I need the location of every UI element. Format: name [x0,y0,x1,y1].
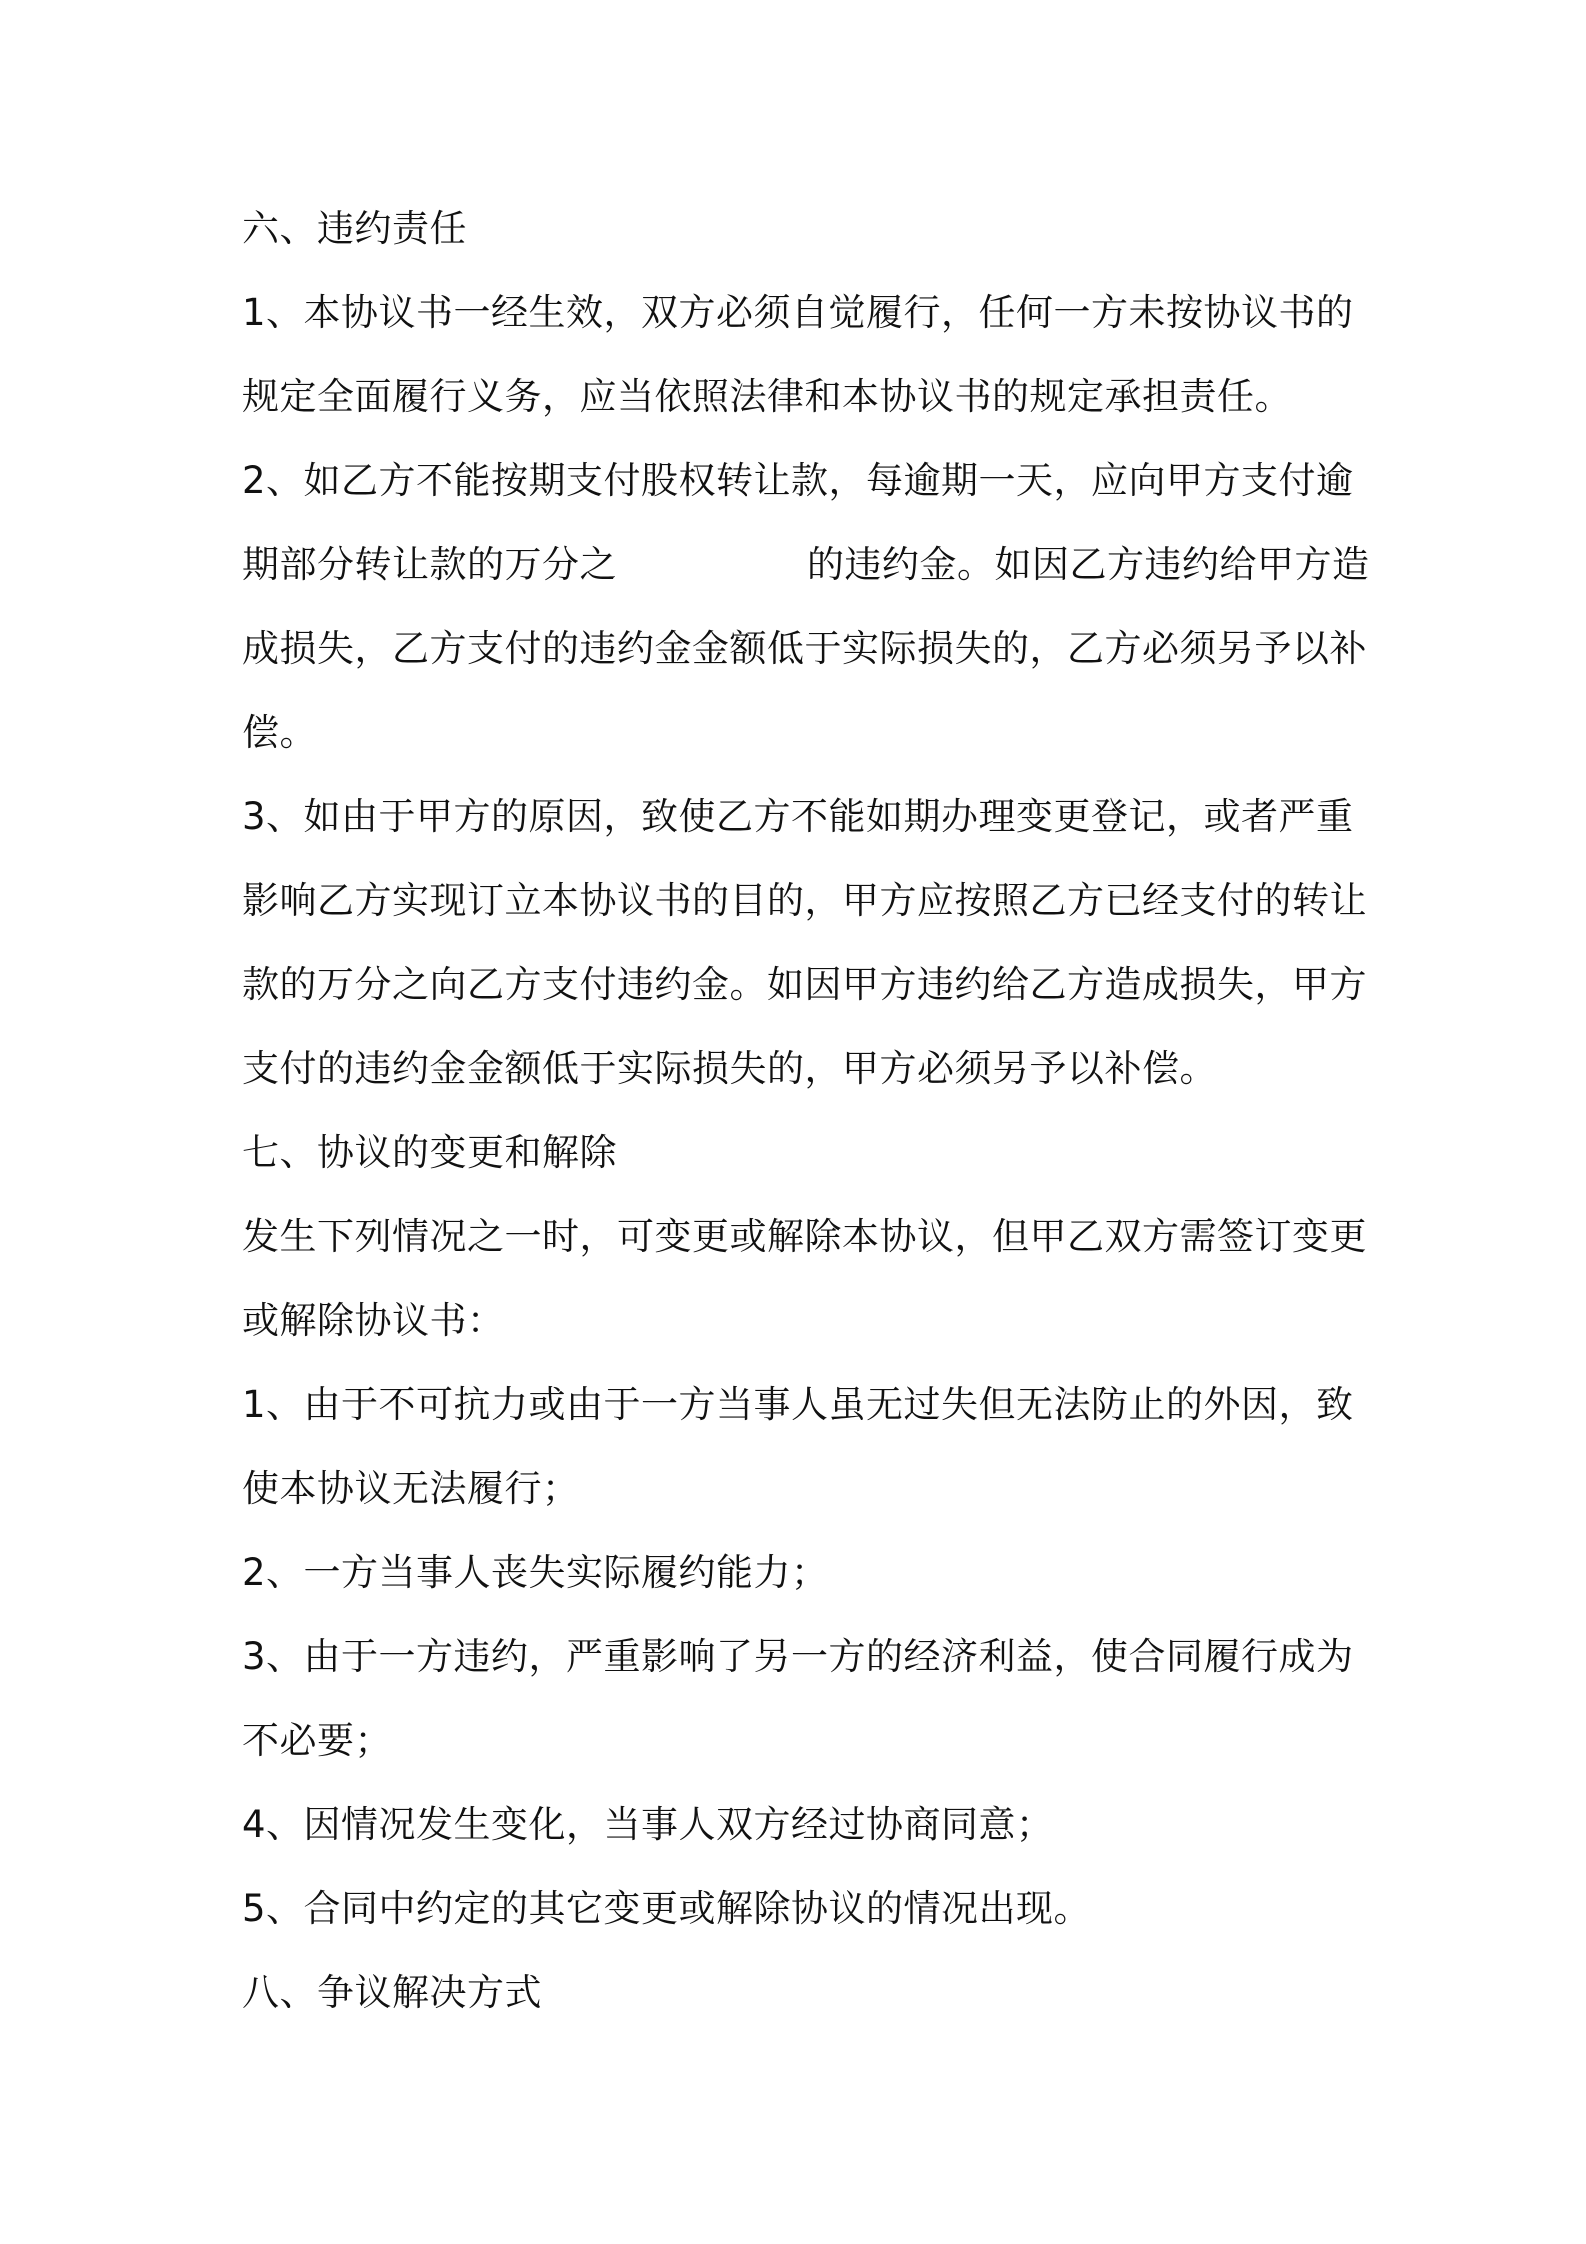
list-item-line: 2、一方当事人丧失实际履约能力； [242,1551,829,1594]
paragraph-line: 偿。 [242,711,317,754]
list-item-line: 5、合同中约定的其它变更或解除协议的情况出现。 [242,1887,1092,1930]
paragraph-line: 1、本协议书一经生效，双方必须自觉履行，任何一方未按协议书的 [242,291,1354,334]
section-heading-breach-liability: 六、违约责任 [242,207,467,250]
list-item-line: 1、由于不可抗力或由于一方当事人虽无过失但无法防止的外因，致 [242,1383,1354,1426]
paragraph-line: 规定全面履行义务，应当依照法律和本协议书的规定承担责任。 [242,375,1292,418]
list-item-line: 使本协议无法履行； [242,1467,580,1510]
paragraph-line-with-blank [242,535,1370,595]
paragraph-line: 2、如乙方不能按期支付股权转让款，每逾期一天，应向甲方支付逾 [242,459,1354,502]
paragraph-line: 发生下列情况之一时，可变更或解除本协议，但甲乙双方需签订变更 [242,1215,1367,1258]
list-item-line: 4、因情况发生变化，当事人双方经过协商同意； [242,1803,1054,1846]
text-segment: 的违约金。如因乙方违约给甲方造 [807,543,1370,586]
paragraph-line: 影响乙方实现订立本协议书的目的，甲方应按照乙方已经支付的转让 [242,879,1367,922]
section-heading-dispute-resolution: 八、争议解决方式 [242,1971,542,2014]
text-segment: 期部分转让款的万分之 [242,543,617,586]
paragraph-line: 款的万分之向乙方支付违约金。如因甲方违约给乙方造成损失，甲方 [242,963,1367,1006]
paragraph-line: 或解除协议书： [242,1299,505,1342]
section-heading-modification-termination: 七、协议的变更和解除 [242,1131,617,1174]
paragraph-line: 3、如由于甲方的原因，致使乙方不能如期办理变更登记，或者严重 [242,795,1354,838]
list-item-line: 3、由于一方违约，严重影响了另一方的经济利益，使合同履行成为 [242,1635,1354,1678]
paragraph-line: 成损失，乙方支付的违约金金额低于实际损失的，乙方必须另予以补 [242,627,1367,670]
paragraph-line: 支付的违约金金额低于实际损失的，甲方必须另予以补偿。 [242,1047,1217,1090]
list-item-line: 不必要； [242,1719,392,1762]
